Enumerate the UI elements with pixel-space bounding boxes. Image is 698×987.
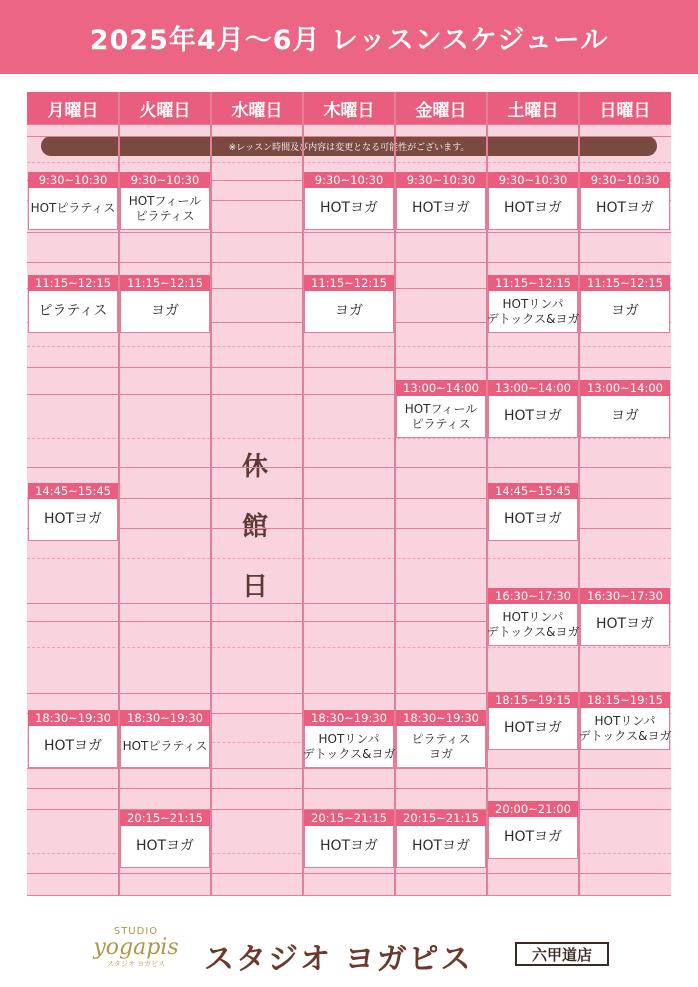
- lesson-name-line: HOTヨガ: [43, 511, 103, 527]
- closed-day-char: 館: [241, 512, 268, 542]
- lesson-card: [304, 710, 394, 768]
- lesson-name: [28, 499, 118, 541]
- lesson-time: 11:15~12:15: [28, 275, 118, 291]
- lesson-name-line: HOTピラティス: [30, 201, 116, 215]
- lesson-name: [580, 396, 670, 438]
- lesson-name: [488, 604, 578, 646]
- grid-row-line: [27, 124, 671, 125]
- lesson-card: [488, 588, 578, 646]
- schedule-grid: [27, 92, 671, 896]
- lesson-time: 20:15~21:15: [396, 810, 486, 826]
- lesson-name-line: HOTヨガ: [43, 738, 103, 754]
- lesson-name: [304, 726, 394, 768]
- lesson-name: [488, 817, 578, 859]
- lesson-name: [488, 396, 578, 438]
- lesson-time: 13:00~14:00: [488, 380, 578, 396]
- lesson-time: 11:15~12:15: [304, 275, 394, 291]
- grid-row-line: [27, 467, 671, 468]
- lesson-time: 9:30~10:30: [304, 172, 394, 188]
- notice-banner: ※レッスン時間及び内容は変更となる可能性がございます。: [41, 136, 657, 156]
- page-title: 2025年4月～6月 レッスンスケジュール: [89, 24, 609, 56]
- grid-column-line: [210, 92, 212, 896]
- lesson-name-line: HOTヨガ: [411, 200, 471, 216]
- grid-row-line: [27, 895, 671, 896]
- lesson-card: [120, 275, 210, 333]
- lesson-time: 18:15~19:15: [488, 692, 578, 708]
- lesson-card: [396, 380, 486, 438]
- lesson-name: [396, 826, 486, 868]
- lesson-time: 11:15~12:15: [488, 275, 578, 291]
- lesson-name-line: ヨガ: [611, 408, 639, 424]
- lesson-time: 13:00~14:00: [580, 380, 670, 396]
- lesson-name: [488, 499, 578, 541]
- lesson-name-line: デトックス&ヨガ: [486, 624, 580, 639]
- closed-day-label: [232, 437, 278, 617]
- lesson-name-line: ピラティス: [38, 303, 108, 319]
- lesson-name: [28, 291, 118, 333]
- lesson-name-line: HOTリンパ: [502, 296, 564, 311]
- lesson-name: [396, 726, 486, 768]
- lesson-time: 14:45~15:45: [28, 483, 118, 499]
- lesson-name: [304, 291, 394, 333]
- lesson-card: [120, 172, 210, 230]
- lesson-card: [488, 483, 578, 541]
- lesson-card: [28, 275, 118, 333]
- grid-row-line: [27, 162, 671, 163]
- lesson-time: 14:45~15:45: [488, 483, 578, 499]
- grid-row-line: [27, 438, 671, 439]
- day-header: 日曜日: [599, 100, 651, 121]
- lesson-card: [580, 275, 670, 333]
- lesson-time: 16:30~17:30: [488, 588, 578, 604]
- lesson-name-line: HOTヨガ: [503, 720, 563, 736]
- lesson-name: [120, 291, 210, 333]
- lesson-name-line: HOTフィール: [404, 401, 478, 416]
- lesson-card: [304, 810, 394, 868]
- lesson-name-line: HOTヨガ: [319, 838, 379, 854]
- lesson-name-line: ピラティス: [135, 208, 195, 223]
- lesson-card: [580, 172, 670, 230]
- lesson-time: 16:30~17:30: [580, 588, 670, 604]
- grid-row-line: [27, 367, 671, 368]
- lesson-name: [304, 188, 394, 230]
- lesson-name-line: HOTヨガ: [135, 838, 195, 854]
- lesson-name-line: HOTリンパ: [318, 731, 380, 746]
- grid-row-line: [27, 558, 671, 559]
- day-header: 金曜日: [415, 100, 467, 121]
- studio-name: スタジオ ヨガピス: [204, 942, 473, 977]
- lesson-time: 20:15~21:15: [120, 810, 210, 826]
- lesson-name-line: ピラティス: [411, 416, 471, 431]
- lesson-name-line: ヨガ: [428, 746, 453, 761]
- lesson-name-line: HOTヨガ: [595, 200, 655, 216]
- lesson-name: [580, 188, 670, 230]
- lesson-card: [120, 810, 210, 868]
- footer: [0, 920, 698, 987]
- closed-day-char: 日: [241, 572, 268, 602]
- grid-row-line: [27, 346, 671, 347]
- lesson-name: [396, 396, 486, 438]
- day-header: 土曜日: [507, 100, 559, 121]
- logo-studio-text: STUDIO: [113, 926, 159, 937]
- lesson-time: 20:00~21:00: [488, 801, 578, 817]
- lesson-time: 9:30~10:30: [396, 172, 486, 188]
- day-header: 火曜日: [139, 100, 191, 121]
- grid-row-line: [27, 647, 671, 648]
- grid-row-line: [27, 262, 671, 263]
- lesson-name: [28, 188, 118, 230]
- lesson-card: [488, 801, 578, 859]
- lesson-time: 18:30~19:30: [120, 710, 210, 726]
- lesson-card: [304, 172, 394, 230]
- lesson-name: [488, 708, 578, 750]
- lesson-name-line: HOTフィール: [128, 193, 202, 208]
- lesson-name-line: デトックス&ヨガ: [578, 728, 671, 743]
- lesson-name-line: HOTリンパ: [502, 609, 564, 624]
- lesson-time: 13:00~14:00: [396, 380, 486, 396]
- grid-row-line: [27, 788, 671, 789]
- lesson-card: [304, 275, 394, 333]
- lesson-name-line: HOTヨガ: [503, 408, 563, 424]
- lesson-card: [28, 710, 118, 768]
- lesson-name-line: ピラティス: [411, 731, 471, 746]
- lesson-name-line: HOTヨガ: [319, 200, 379, 216]
- lesson-card: [488, 172, 578, 230]
- lesson-name-line: HOTヨガ: [595, 616, 655, 632]
- lesson-card: [580, 588, 670, 646]
- lesson-time: 9:30~10:30: [580, 172, 670, 188]
- lesson-name: [120, 188, 210, 230]
- lesson-name-line: ヨガ: [611, 303, 639, 319]
- lesson-card: [580, 692, 670, 750]
- lesson-name-line: HOTリンパ: [594, 713, 656, 728]
- lesson-name: [120, 726, 210, 768]
- day-header: 月曜日: [47, 100, 99, 121]
- lesson-name-line: HOTヨガ: [503, 829, 563, 845]
- lesson-time: 9:30~10:30: [488, 172, 578, 188]
- lesson-time: 18:30~19:30: [304, 710, 394, 726]
- day-header: 水曜日: [231, 100, 283, 121]
- lesson-time: 18:15~19:15: [580, 692, 670, 708]
- lesson-name: [396, 188, 486, 230]
- lesson-name: [580, 604, 670, 646]
- lesson-name: [488, 291, 578, 333]
- studio-logo: [84, 926, 188, 976]
- lesson-name: [304, 826, 394, 868]
- lesson-time: 18:30~19:30: [28, 710, 118, 726]
- lesson-time: 11:15~12:15: [120, 275, 210, 291]
- lesson-name: [580, 291, 670, 333]
- logo-sub-text: スタジオ ヨガピス: [106, 960, 166, 968]
- lesson-name: [120, 826, 210, 868]
- lesson-card: [580, 380, 670, 438]
- lesson-time: 9:30~10:30: [28, 172, 118, 188]
- day-header: 木曜日: [323, 100, 375, 121]
- lesson-name-line: HOTヨガ: [503, 200, 563, 216]
- lesson-card: [396, 810, 486, 868]
- lesson-card: [488, 692, 578, 750]
- lesson-card: [28, 172, 118, 230]
- header-banner: [0, 0, 698, 74]
- lesson-name: [488, 188, 578, 230]
- lesson-card: [396, 710, 486, 768]
- lesson-name: [580, 708, 670, 750]
- lesson-name-line: デトックス&ヨガ: [486, 311, 580, 326]
- lesson-card: [28, 483, 118, 541]
- grid-row-line: [27, 873, 671, 874]
- lesson-time: 18:30~19:30: [396, 710, 486, 726]
- lesson-time: 11:15~12:15: [580, 275, 670, 291]
- grid-row-line: [27, 768, 671, 769]
- grid-row-line: [27, 232, 671, 233]
- lesson-name-line: デトックス&ヨガ: [302, 746, 396, 761]
- grid-row-line: [27, 136, 671, 137]
- lesson-card: [488, 275, 578, 333]
- closed-day-char: 休: [241, 452, 268, 482]
- lesson-time: 9:30~10:30: [120, 172, 210, 188]
- lesson-name-line: HOTヨガ: [503, 511, 563, 527]
- logo-name-text: yogapis: [93, 935, 179, 960]
- lesson-time: 20:15~21:15: [304, 810, 394, 826]
- branch-badge: 六甲道店: [515, 942, 609, 966]
- lesson-name-line: ヨガ: [151, 303, 179, 319]
- lesson-name: [28, 726, 118, 768]
- lesson-card: [396, 172, 486, 230]
- lesson-name-line: ヨガ: [335, 303, 363, 319]
- lesson-card: [488, 380, 578, 438]
- lesson-name-line: HOTピラティス: [122, 739, 208, 753]
- lesson-card: [120, 710, 210, 768]
- lesson-name-line: HOTヨガ: [411, 838, 471, 854]
